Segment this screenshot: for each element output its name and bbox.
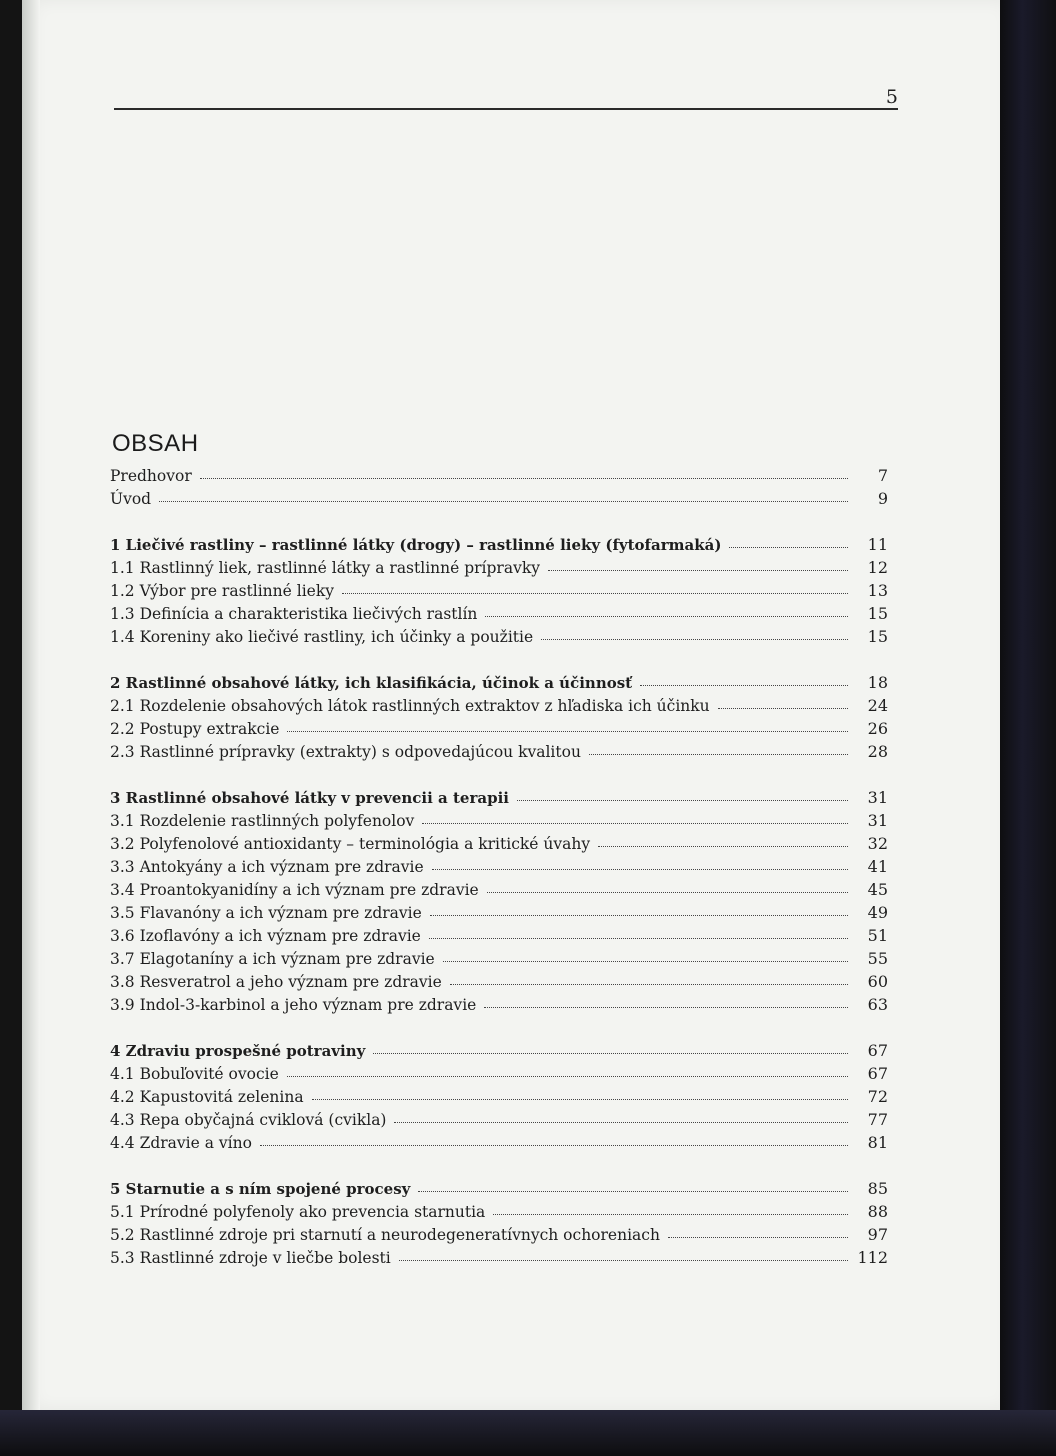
toc-section-entry — [110, 834, 888, 857]
toc-dot-leader — [484, 1006, 848, 1008]
page-gutter-shadow — [22, 0, 40, 1410]
toc-entry-label: 3 Rastlinné obsahové látky v prevencii a terapii — [110, 789, 509, 807]
toc-dot-leader — [432, 868, 848, 870]
toc-entry-label: 5 Starnutie a s ním spojené procesy — [110, 1180, 411, 1198]
toc-entry-label: 3.8 Resveratrol a jeho význam pre zdravie — [110, 973, 442, 991]
toc-section-entry — [110, 719, 888, 742]
toc-entry-page: 60 — [867, 972, 888, 991]
toc-dot-leader — [729, 546, 848, 548]
toc-entry-page: 51 — [867, 926, 888, 945]
toc-section-entry — [110, 857, 888, 880]
toc-chapter-entry — [110, 788, 888, 811]
toc-section-entry — [110, 995, 888, 1018]
toc-entry-label: 3.4 Proantokyanidíny a ich význam pre zdravie — [110, 881, 479, 899]
toc-dot-leader — [485, 615, 848, 617]
toc-entry-page: 13 — [867, 581, 888, 600]
toc-dot-leader — [598, 845, 848, 847]
toc-dot-leader — [718, 707, 848, 709]
toc-section-entry — [110, 1110, 888, 1133]
toc-section-entry — [110, 627, 888, 650]
toc-section-entry — [110, 1133, 888, 1156]
toc-dot-leader — [342, 592, 848, 594]
toc-entry-page: 24 — [867, 696, 888, 715]
toc-entry-label: 3.3 Antokyány a ich význam pre zdravie — [110, 858, 424, 876]
toc-dot-leader — [493, 1213, 848, 1215]
toc-dot-leader — [200, 477, 848, 479]
toc-entry-page: 49 — [867, 903, 888, 922]
toc-entry-label: 2.1 Rozdelenie obsahových látok rastlinných extraktov z hľadiska ich účinku — [110, 697, 710, 715]
toc-entry-page: 11 — [867, 535, 888, 554]
toc-section-entry — [110, 1064, 888, 1087]
toc-dot-leader — [287, 730, 848, 732]
toc-dot-leader — [429, 937, 848, 939]
toc-entry-page: 41 — [867, 857, 888, 876]
toc-entry-label: 3.6 Izoflavóny a ich význam pre zdravie — [110, 927, 421, 945]
toc-section-entry — [110, 1202, 888, 1225]
toc-section-entry — [110, 558, 888, 581]
toc-section-entry — [110, 972, 888, 995]
toc-entry-page: 12 — [867, 558, 888, 577]
toc-dot-leader — [487, 891, 848, 893]
toc-dot-leader — [373, 1052, 848, 1054]
book-cover-edge — [1000, 0, 1056, 1456]
toc-entry-page: 67 — [867, 1041, 888, 1060]
toc-dot-leader — [430, 914, 848, 916]
toc-section-entry — [110, 880, 888, 903]
toc-dot-leader — [312, 1098, 848, 1100]
toc-entry-label: 1.1 Rastlinný liek, rastlinné látky a rastlinné prípravky — [110, 559, 540, 577]
toc-section-entry — [110, 949, 888, 972]
toc-entry-label: 3.1 Rozdelenie rastlinných polyfenolov — [110, 812, 415, 830]
toc-section-entry — [110, 903, 888, 926]
toc-entry-page: 26 — [867, 719, 888, 738]
toc-dot-leader — [394, 1121, 848, 1123]
toc-entry-page: 7 — [877, 466, 888, 485]
toc-entry-page: 32 — [867, 834, 888, 853]
book-bottom-edge — [0, 1410, 1056, 1456]
toc-entry-page: 77 — [867, 1110, 888, 1129]
toc-entry-label: 4.3 Repa obyčajná cviklová (cvikla) — [110, 1111, 387, 1129]
toc-chapter-entry — [110, 489, 888, 512]
toc-entry-page: 31 — [867, 811, 888, 830]
toc-entry-page: 28 — [867, 742, 888, 761]
toc-entry-page: 55 — [867, 949, 888, 968]
toc-dot-leader — [640, 684, 848, 686]
toc-entry-label: 3.7 Elagotaníny a ich význam pre zdravie — [110, 950, 435, 968]
toc-dot-leader — [541, 638, 848, 640]
toc-entry-page: 9 — [877, 489, 888, 508]
toc-dot-leader — [589, 753, 848, 755]
toc-entry-label: 3.2 Polyfenolové antioxidanty – terminológia a kritické úvahy — [110, 835, 591, 853]
toc-section-entry — [110, 926, 888, 949]
toc-entry-label: 1 Liečivé rastliny – rastlinné látky (drogy) – rastlinné lieky (fytofarmaká) — [110, 536, 722, 554]
toc-entry-page: 112 — [857, 1248, 888, 1267]
header-rule — [114, 108, 898, 110]
toc-entry-label: 1.2 Výbor pre rastlinné lieky — [110, 582, 334, 600]
toc-entry-label: 4.4 Zdravie a víno — [110, 1134, 252, 1152]
toc-dot-leader — [443, 960, 848, 962]
toc-entry-page: 15 — [867, 627, 888, 646]
toc-section-entry — [110, 742, 888, 765]
toc-dot-leader — [159, 500, 848, 502]
toc-dot-leader — [399, 1259, 848, 1261]
toc-entry-label: 3.9 Indol-3-karbinol a jeho význam pre zdravie — [110, 996, 477, 1014]
toc-entry-page: 63 — [867, 995, 888, 1014]
page-number: 5 — [885, 86, 898, 108]
toc-entry-label: 5.3 Rastlinné zdroje v liečbe bolesti — [110, 1249, 391, 1267]
toc-chapter-entry — [110, 466, 888, 489]
toc-chapter-entry — [110, 1041, 888, 1064]
toc-dot-leader — [517, 799, 848, 801]
toc-dot-leader — [450, 983, 848, 985]
toc-entry-page: 85 — [867, 1179, 888, 1198]
toc-chapter-entry — [110, 535, 888, 558]
toc-section-entry — [110, 696, 888, 719]
toc-entry-label: 4.2 Kapustovitá zelenina — [110, 1088, 304, 1106]
toc-entry-label: 2.2 Postupy extrakcie — [110, 720, 280, 738]
toc-entry-page: 45 — [867, 880, 888, 899]
toc-entry-label: 5.1 Prírodné polyfenoly ako prevencia starnutia — [110, 1203, 486, 1221]
toc-section-entry — [110, 604, 888, 627]
toc-entry-label: 4 Zdraviu prospešné potraviny — [110, 1042, 366, 1060]
toc-section-entry — [110, 1087, 888, 1110]
toc-entry-label: 2.3 Rastlinné prípravky (extrakty) s odpovedajúcou kvalitou — [110, 743, 581, 761]
toc-section-entry — [110, 1248, 888, 1271]
toc-dot-leader — [287, 1075, 848, 1077]
toc-entry-page: 72 — [867, 1087, 888, 1106]
toc-title: OBSAH — [112, 430, 199, 458]
toc-entry-label: 4.1 Bobuľovité ovocie — [110, 1065, 279, 1083]
toc-entry-label: Úvod — [110, 490, 152, 508]
toc-entry-label: Predhovor — [110, 467, 192, 485]
toc-dot-leader — [260, 1144, 848, 1146]
toc-dot-leader — [548, 569, 848, 571]
toc-dot-leader — [668, 1236, 848, 1238]
toc-entry-label: 5.2 Rastlinné zdroje pri starnutí a neurodegeneratívnych ochoreniach — [110, 1226, 660, 1244]
toc-section-entry — [110, 581, 888, 604]
table-of-contents — [110, 466, 888, 1271]
toc-section-entry — [110, 811, 888, 834]
toc-section-entry — [110, 1225, 888, 1248]
toc-entry-label: 3.5 Flavanóny a ich význam pre zdravie — [110, 904, 422, 922]
toc-entry-page: 88 — [867, 1202, 888, 1221]
toc-entry-page: 18 — [867, 673, 888, 692]
toc-entry-label: 2 Rastlinné obsahové látky, ich klasifikácia, účinok a účinnosť — [110, 674, 633, 692]
toc-entry-page: 81 — [867, 1133, 888, 1152]
toc-dot-leader — [422, 822, 848, 824]
toc-entry-page: 31 — [867, 788, 888, 807]
toc-entry-label: 1.4 Koreniny ako liečivé rastliny, ich účinky a použitie — [110, 628, 534, 646]
toc-entry-page: 97 — [867, 1225, 888, 1244]
toc-entry-label: 1.3 Definícia a charakteristika liečivých rastlín — [110, 605, 478, 623]
toc-chapter-entry — [110, 673, 888, 696]
toc-entry-page: 67 — [867, 1064, 888, 1083]
toc-dot-leader — [418, 1190, 848, 1192]
toc-chapter-entry — [110, 1179, 888, 1202]
toc-entry-page: 15 — [867, 604, 888, 623]
